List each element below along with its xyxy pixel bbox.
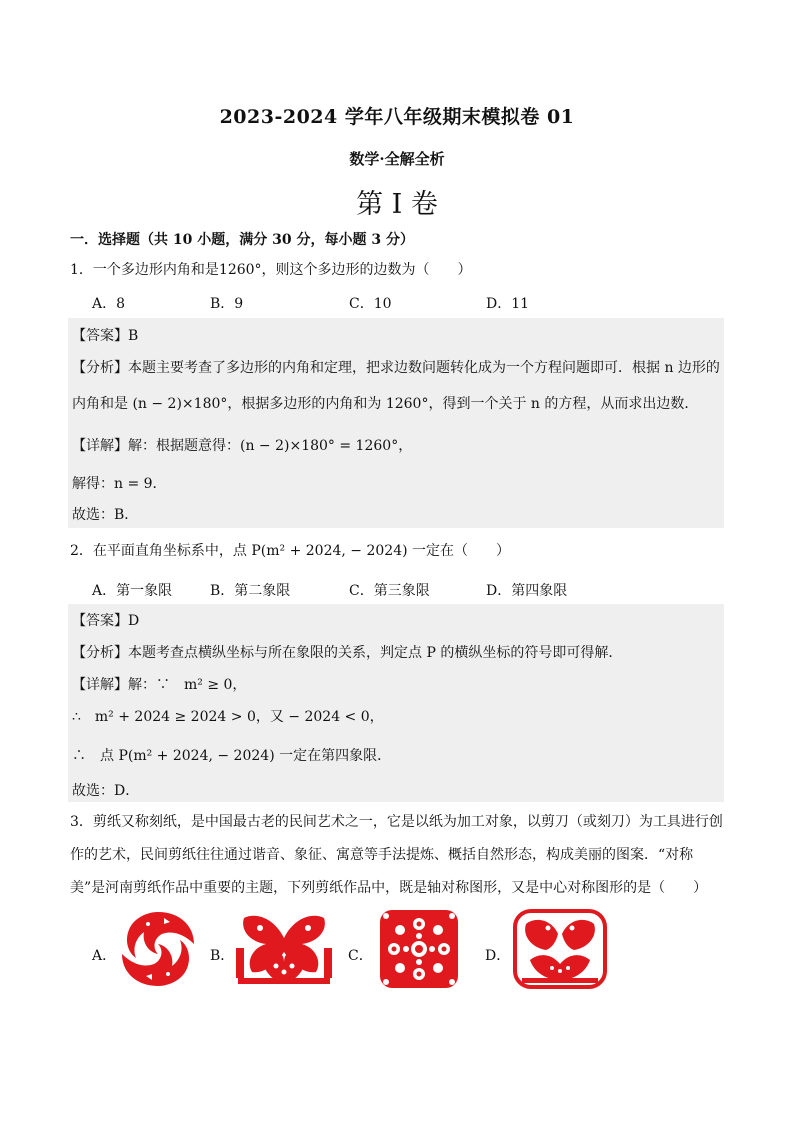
q2-detail-line4: 故选：D． bbox=[72, 783, 140, 799]
q3-stem: 3．剪纸又称刻纸，是中国最古老的民间艺术之一，它是以纸为加工对象，以剪刀（或刻刀）为工具进行创作的艺术，民间剪纸往往通过谐音、象征、寓意等手法提炼、概括自然形态，构成美丽的图案．“对称美”是河南剪纸作品中重要的主题，下列剪纸作品中，既是轴对称图形，又是中心对称图形的是（ ） bbox=[70, 814, 723, 896]
q2-detail-line2: ∴ m² + 2024 ≥ 2024 > 0，又 − 2024 < 0， bbox=[72, 709, 384, 725]
q1-stem: 1．一个多边形内角和是1260°，则这个多边形的边数为（ ） bbox=[70, 262, 472, 278]
q3-option-images bbox=[70, 908, 710, 998]
q1-detail-line2: 解得：n = 9． bbox=[72, 476, 167, 492]
q3-option-b-label[interactable]: B． bbox=[210, 948, 235, 964]
paper-cut-mandala-c-icon[interactable] bbox=[378, 908, 460, 990]
volume-heading: 第 I 卷 bbox=[356, 189, 438, 220]
q1-analysis-line1: 【分析】本题主要考查了多边形的内角和定理，把求边数问题转化成为一个方程问题即可．根据 n 边形的 bbox=[72, 360, 720, 376]
q2-choice-a[interactable]: A．第一象限 bbox=[92, 583, 173, 599]
q2-stem: 2．在平面直角坐标系中，点 P(m² + 2024, − 2024) 一定在（ ） bbox=[70, 543, 511, 559]
q1-choice-b[interactable]: B．9 bbox=[210, 296, 244, 312]
q2-detail-line1: 【详解】解：∵ m² ≥ 0， bbox=[72, 677, 247, 693]
q2-choice-d[interactable]: D．第四象限 bbox=[486, 583, 568, 599]
paper-cut-fish-a-icon[interactable] bbox=[118, 908, 198, 990]
q1-detail-line3: 故选：B． bbox=[72, 507, 139, 523]
q1-answer: 【答案】B bbox=[72, 328, 139, 344]
paper-cut-butterfly-b-icon[interactable] bbox=[236, 908, 332, 988]
q1-choice-c[interactable]: C．10 bbox=[349, 296, 392, 312]
q1-detail-line1: 【详解】解：根据题意得：(n − 2)×180° = 1260°， bbox=[72, 438, 413, 454]
section-heading: 一．选择题（共 10 小题，满分 30 分，每小题 3 分） bbox=[70, 232, 414, 248]
page-subtitle: 数学·全解全析 bbox=[349, 150, 445, 168]
q1-analysis-line2: 内角和是 (n − 2)×180°，根据多边形的内角和为 1260°，得到一个关于 n 的方程，从而求出边数． bbox=[72, 396, 699, 412]
q3-option-a-label[interactable]: A． bbox=[92, 948, 117, 964]
q2-detail-line3: ∴ 点 P(m² + 2024, − 2024) 一定在第四象限． bbox=[72, 748, 392, 764]
paper-cut-fish-pair-d-icon[interactable] bbox=[512, 908, 608, 992]
q2-choice-b[interactable]: B．第二象限 bbox=[210, 583, 291, 599]
q2-analysis: 【分析】本题考查点横纵坐标与所在象限的关系，判定点 P 的横纵坐标的符号即可得解． bbox=[72, 645, 623, 661]
q1-choices bbox=[92, 293, 732, 313]
q1-choice-d[interactable]: D．11 bbox=[486, 296, 530, 312]
q2-choices bbox=[92, 580, 732, 600]
q2-answer: 【答案】D bbox=[72, 613, 140, 629]
q1-solution-box bbox=[68, 318, 724, 528]
page-title: 2023-2024 学年八年级期末模拟卷 01 bbox=[219, 106, 575, 128]
q2-choice-c[interactable]: C．第三象限 bbox=[349, 583, 430, 599]
q2-solution-box bbox=[68, 604, 724, 802]
q3-option-c-label[interactable]: C． bbox=[348, 948, 373, 964]
q3-option-d-label[interactable]: D． bbox=[485, 948, 511, 964]
q1-choice-a[interactable]: A．8 bbox=[92, 296, 126, 312]
